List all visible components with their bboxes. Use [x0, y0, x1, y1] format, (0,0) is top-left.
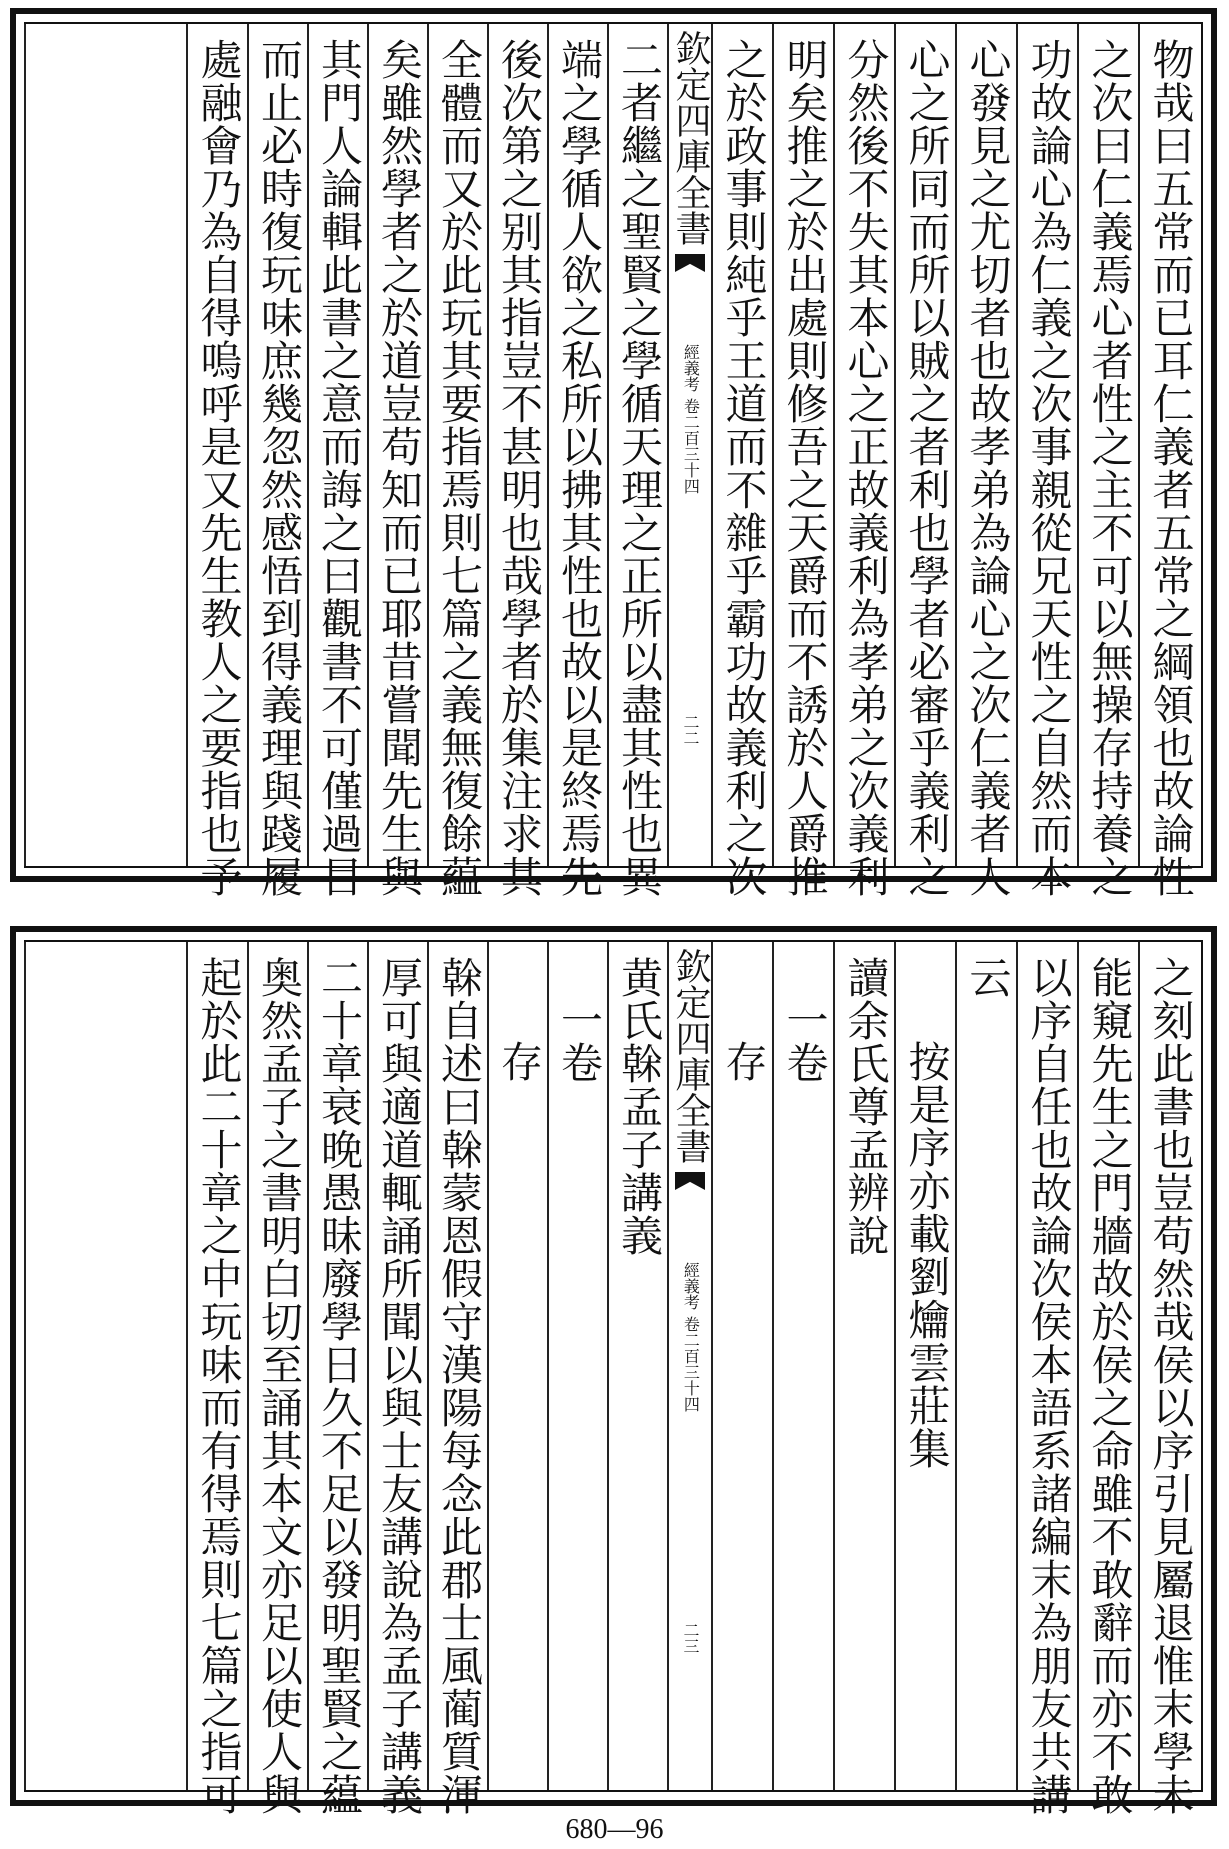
column-text: 端之學循人欲之私所以拂其性也故以是終焉先	[555, 38, 604, 898]
column-text: 全體而又於此玩其要指焉則七篇之義無復餘藴	[435, 38, 484, 898]
center-volume: 卷二百三十四	[681, 398, 701, 494]
column-text: 矣雖然學者之於道豈苟知而已耶昔嘗聞先生與	[375, 38, 424, 898]
text-column	[1016, 24, 1079, 898]
text-column	[547, 24, 609, 898]
column-text: 黄氏榦孟子講義	[615, 956, 664, 1257]
column-text: 之刻此書也豈苟然哉侯以序引見屬退惟末學未	[1146, 956, 1196, 1816]
text-column	[186, 24, 249, 898]
text-column	[487, 24, 549, 898]
text-column	[427, 24, 489, 898]
column-text: 存	[495, 1040, 544, 1083]
center-fold	[667, 24, 713, 866]
text-column	[307, 24, 369, 898]
text-column	[833, 942, 896, 1790]
bottom-page	[10, 926, 1217, 1816]
text-column	[427, 942, 489, 1816]
text-column	[307, 942, 369, 1816]
center-title: 欽定四庫全書	[670, 30, 711, 246]
blank-margin-column	[24, 24, 188, 866]
center-leaf-number: 二二	[681, 714, 700, 746]
column-text: 物哉曰五常而已耳仁義者五常之綱領也故論性	[1146, 38, 1196, 898]
column-text: 分然後不失其本心之正故義利為孝弟之次義利	[841, 38, 891, 898]
text-column	[1138, 942, 1201, 1816]
fish-tail-mark	[675, 254, 705, 294]
top-page-frame	[24, 22, 1203, 898]
text-column	[894, 24, 957, 898]
page-number: 680—96	[565, 1814, 664, 1845]
column-text: 以序自任也故論次侯本語系諸編末為朋友共講	[1024, 956, 1074, 1816]
column-text: 其門人論輯此書之意而誨之曰觀書不可僅過目	[315, 38, 364, 898]
text-column	[955, 24, 1018, 898]
text-column	[367, 24, 429, 898]
text-column	[247, 24, 309, 898]
text-column	[247, 942, 309, 1816]
text-column	[711, 942, 774, 1790]
text-column	[772, 942, 835, 1790]
text-column	[367, 942, 429, 1816]
column-text: 按是序亦載劉爚雲莊集	[902, 1040, 952, 1470]
column-text: 之於政事則純乎王道而不雜乎霸功故義利之次	[719, 38, 769, 898]
center-leaf-number: 二三	[681, 1622, 700, 1654]
text-column	[607, 24, 669, 898]
column-text: 讀余氏尊孟辨說	[841, 956, 891, 1257]
text-column	[894, 942, 957, 1790]
blank-margin-column	[24, 942, 188, 1790]
column-text: 厚可與適道輒誦所聞以與士友講說為孟子講義	[375, 956, 424, 1816]
text-column	[186, 942, 249, 1816]
text-column	[1138, 24, 1201, 898]
center-book-title: 經義考	[681, 1262, 701, 1310]
column-text: 而止必時復玩味庶幾忽然感悟到得義理與踐履	[255, 38, 304, 898]
bottom-page-frame	[24, 940, 1203, 1816]
text-column	[955, 942, 1018, 1790]
column-text: 起於此二十章之中玩味而有得焉則七篇之指可	[194, 956, 244, 1816]
text-column	[487, 942, 549, 1790]
column-text: 處融會乃為自得嗚呼是又先生教人之要指也予	[194, 38, 244, 898]
top-page	[10, 8, 1217, 898]
column-text: 榦自述曰榦蒙恩假守漢陽每念此郡士風蔺質渾	[435, 956, 484, 1816]
column-text: 奥然孟子之書明白切至誦其本文亦足以使人與	[255, 956, 304, 1816]
column-text: 二十章衰晚愚昧廢學日久不足以發明聖賢之藴	[315, 956, 364, 1816]
column-text: 一卷	[780, 998, 830, 1084]
column-text: 一卷	[555, 998, 604, 1084]
column-text: 存	[719, 1040, 769, 1083]
column-text: 云	[963, 956, 1013, 999]
center-volume: 卷二百三十四	[681, 1316, 701, 1412]
center-title: 欽定四庫全書	[670, 948, 711, 1164]
text-column	[1077, 24, 1140, 898]
center-fold	[667, 942, 713, 1790]
text-column	[772, 24, 835, 898]
column-text: 能窺先生之門牆故於侯之命雖不敢辭而亦不敢	[1085, 956, 1135, 1816]
text-column	[547, 942, 609, 1790]
column-text: 後次第之别其指豈不甚明也哉學者於集注求其	[495, 38, 544, 898]
column-text: 心之所同而所以賊之者利也學者必審乎義利之	[902, 38, 952, 898]
text-column	[711, 24, 774, 898]
column-text: 二者繼之聖賢之學循天理之正所以盡其性也異	[615, 38, 664, 898]
text-column	[607, 942, 669, 1790]
text-column	[1077, 942, 1140, 1816]
text-column	[1016, 942, 1079, 1816]
column-text: 功故論心為仁義之次事親從兄天性之自然而本	[1024, 38, 1074, 898]
column-text: 心發見之尤切者也故孝弟為論心之次仁義者人	[963, 38, 1013, 898]
center-book-title: 經義考	[681, 344, 701, 392]
column-text: 之次曰仁義焉心者性之主不可以無操存持養之	[1085, 38, 1135, 898]
column-text: 明矣推之於出處則修吾之天爵而不誘於人爵推	[780, 38, 830, 898]
text-column	[833, 24, 896, 898]
fish-tail-mark	[675, 1172, 705, 1212]
